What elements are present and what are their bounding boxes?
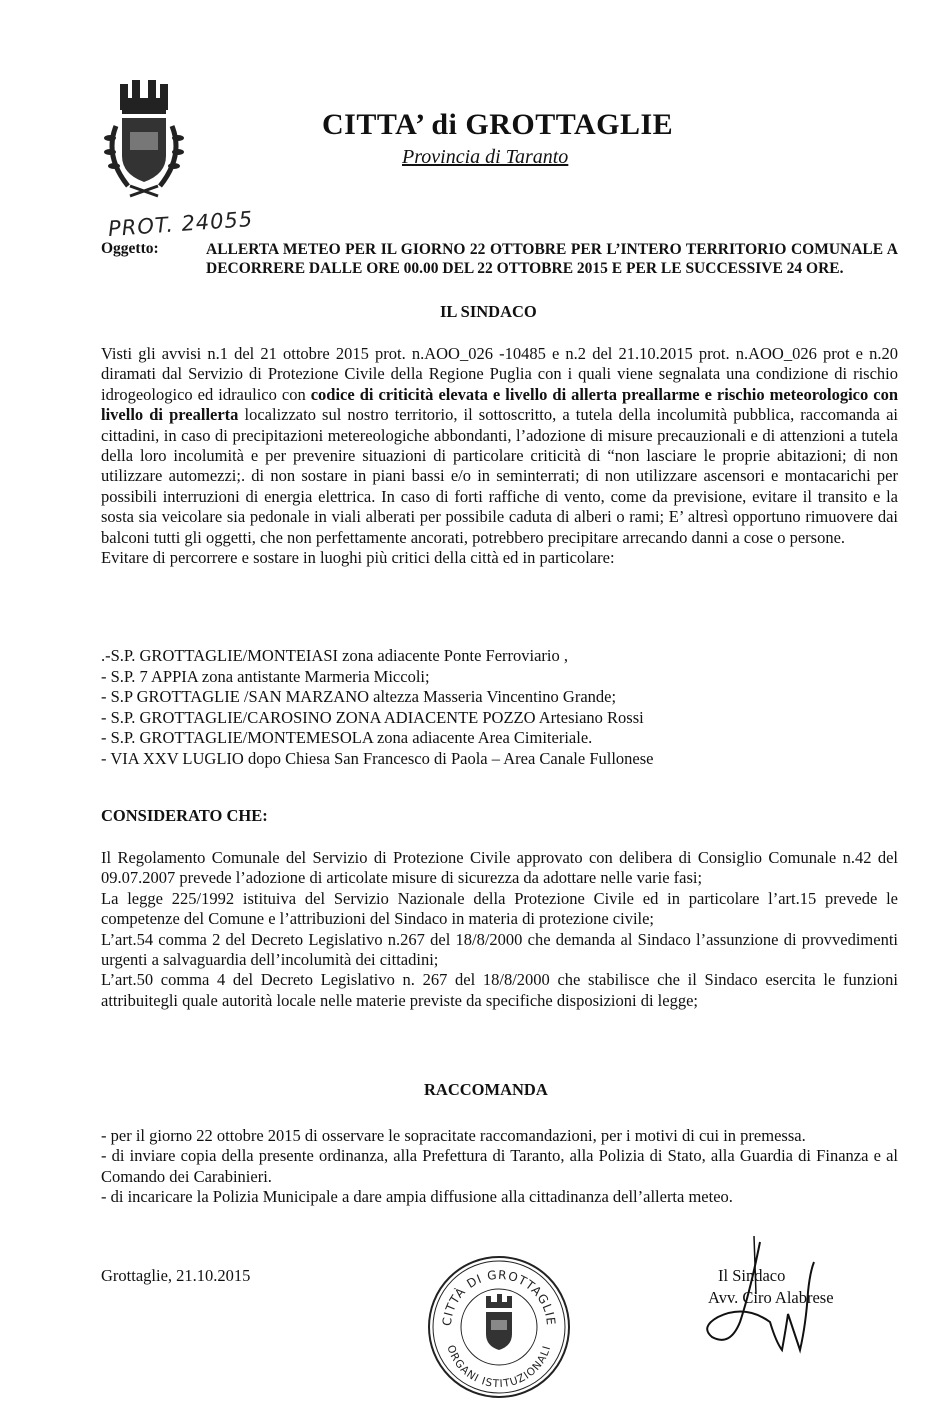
subject-label: Oggetto: [101,240,159,257]
list-item: - S.P. 7 APPIA zona antistante Marmeria Miccoli; [101,666,430,686]
considerato-item: La legge 225/1992 istituiva del Servizio Nazionale della Protezione Civile ed in particolare l’art.15 prevede le competenze del Comune e l’attribuzioni del Sindaco in materia di protezione civile; [101,888,898,929]
raccomanda-item: - di inviare copia della presente ordinanza, alla Prefettura di Taranto, alla Polizia di Stato, alla Guardia di Finanza e al Comando dei Carabinieri. [101,1146,898,1186]
visti-text: Visti gli avvisi n.1 del 21 ottobre 2015 prot. n.AOO_026 -10485 e n.2 del 21.10.2015 prot. n.AOO_026 prot e n.20 diramati dal Servizio di Protezione Civile della Regione Puglia con i quali viene segnalata una condizione di rischio idrogeologico ed idraulico con [101,344,898,404]
il-sindaco-heading: IL SINDACO [440,302,537,321]
considerato-item: Il Regolamento Comunale del Servizio di Protezione Civile approvato con delibera di Consiglio Comunale n.42 del 09.07.2007 prevede l’adozione di articolate misure di sicurezza da adottare nelle varie fasi; [101,848,898,888]
visti-bold-text: codice di criticità elevata e livello di allerta preallarme e rischio meteorologico con livello di preallerta [101,384,898,425]
list-item: - S.P. GROTTAGLIE/CAROSINO ZONA ADIACENTE POZZO Artesiano Rossi [101,707,644,727]
considerato-paragraph [101,848,898,1011]
raccomanda-heading: RACCOMANDA [424,1080,548,1099]
raccomanda-item: - di incaricare la Polizia Municipale a dare ampia diffusione alla cittadinanza dell’allerta meteo. [101,1187,733,1207]
handwritten-protocol-number: PROT. 24055 [107,206,254,242]
list-item: - VIA XXV LUGLIO dopo Chiesa San Francesco di Paola – Area Canale Fullonese [101,748,654,768]
critical-places-list [101,646,654,769]
signature-name: Avv. Ciro Alabrese [708,1288,834,1307]
document-subtitle: Provincia di Taranto [402,146,569,168]
place-and-date: Grottaglie, 21.10.2015 [101,1266,251,1285]
list-item: - S.P GROTTAGLIE /SAN MARZANO altezza Masseria Vincentino Grande; [101,687,617,706]
list-item: - S.P. GROTTAGLIE/MONTEMESOLA zona adiacente Area Cimiteriale. [101,728,593,747]
considerato-item: L’art.54 comma 2 del Decreto Legislativo n.267 del 18/8/2000 che demanda al Sindaco l’assunzione di provvedimenti urgenti a salvaguardia dell’incolumità dei cittadini; [101,929,898,970]
stamp-bottom-text: ORGANI ISTITUZIONALI [444,1343,554,1391]
subject-text: ALLERTA METEO PER IL GIORNO 22 OTTOBRE PER L’INTERO TERRITORIO COMUNALE A DECORRERE DALLE ORE 00.00 DEL 22 OTTOBRE 2015 E PER LE SUCCESSIVE 24 ORE. [206,241,898,277]
stamp-top-text: CITTÀ DI GROTTAGLIE [439,1267,559,1327]
list-item: .-S.P. GROTTAGLIE/MONTEIASI zona adiacente Ponte Ferroviario , [101,646,568,665]
svg-text:ORGANI ISTITUZIONALI [444,1344,553,1390]
raccomanda-item: - per il giorno 22 ottobre 2015 di osservare le sopracitate raccomandazioni, per i motivi di cui in premessa. [101,1126,806,1145]
document-title: CITTA’ di GROTTAGLIE [322,108,674,141]
considerato-item: L’art.50 comma 4 del Decreto Legislativo n. 267 del 18/8/2000 che stabilisce che il Sindaco esercita le funzioni attribuitegli quale autorità locale nelle materie previste da specifiche disposizioni di legge; [101,970,898,1010]
avoid-places-intro: Evitare di percorrere e sostare in luoghi più critici della città ed in particolare: [101,548,615,568]
official-stamp [426,1254,572,1400]
handwritten-signature [690,1232,850,1362]
signature-title: Il Sindaco [718,1266,786,1285]
visti-paragraph [101,344,898,568]
city-coat-of-arms [98,78,190,210]
raccomanda-paragraph [101,1126,898,1208]
considerato-heading: CONSIDERATO CHE: [101,806,268,825]
visti-text-continued: localizzato sul nostro territorio, il sottoscritto, a tutela della incolumità pubblica, raccomanda ai cittadini, in caso di precipitazioni metereologiche abbondanti, l’adozione di misure precauzionali e di attenzioni a tutela della loro incolumità e per prevenire situazioni di particolare criticità di “non lasciare le proprie abitazioni; di non utilizzare automezzi;. di non sostare in piani bassi e/o in seminterrati; di non utilizzare ascensori e montacarichi per possibili interruzioni di energia elettrica. In caso di forti raffiche di vento, come da previsione, evitare il transito e la sosta sia veicolare sia pedonale in viali alberati per possibile caduta di alberi o rami; E’ altresì opportuno rimuovere dai balconi tutti gli oggetti, che non perfettamente ancorati, potrebbero precipitare arrecando danni a cose o persone. [101,405,898,547]
